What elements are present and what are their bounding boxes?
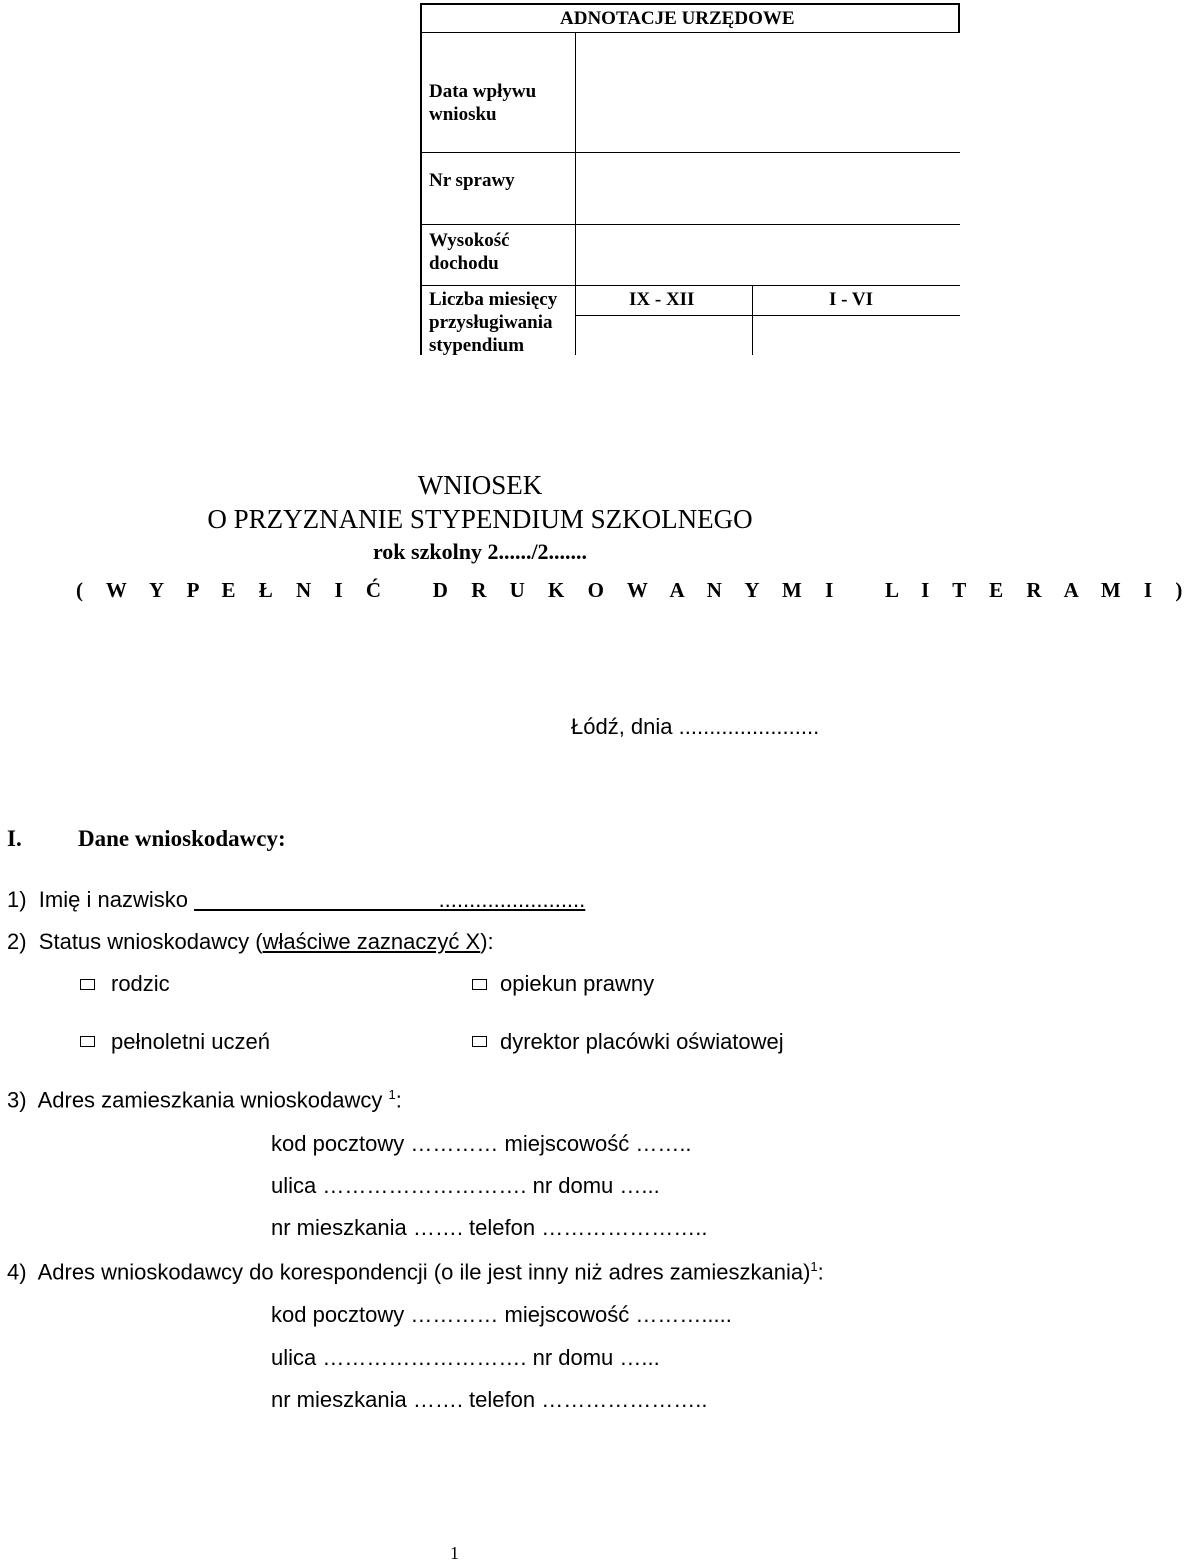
option-guardian-label: opiekun prawny xyxy=(500,971,655,996)
row-label-months: Liczba miesięcy przysługiwania stypendium xyxy=(429,289,558,356)
section-title: Dane wnioskodawcy: xyxy=(78,826,286,851)
correspondence-flat-phone-field[interactable]: nr mieszkania ……. telefon ………………….. xyxy=(271,1387,708,1412)
checkbox-school-director[interactable] xyxy=(472,1036,487,1047)
row-label-income: Wysokość dochodu xyxy=(429,230,510,274)
checkbox-adult-student[interactable] xyxy=(80,1036,95,1047)
option-school-director-label: dyrektor placówki oświatowej xyxy=(500,1029,784,1054)
name-field[interactable]: 1) Imię i nazwisko ........................ xyxy=(7,887,586,912)
address-flat-phone-field[interactable]: nr mieszkania ……. telefon ………………….. xyxy=(271,1215,708,1240)
income-cell[interactable] xyxy=(577,226,958,284)
row-label-case-number: Nr sprawy xyxy=(429,170,515,191)
correspondence-label: 4) Adres wnioskodawcy do korespondencji (o ile jest inny niż adres zamieszkania)$^1$: xyxy=(7,1259,824,1285)
form-subtitle: O PRZYZNANIE STYPENDIUM SZKOLNEGO xyxy=(207,504,753,534)
address-label: 3) Adres zamieszkania wnioskodawcy $^1$: xyxy=(7,1087,402,1113)
months-period-2: I - VI xyxy=(829,289,873,310)
option-parent-label: rodzic xyxy=(111,971,170,996)
months-period-1: IX - XII xyxy=(629,289,695,310)
address-street-house-field[interactable]: ulica ………………………. nr domu …... xyxy=(271,1173,660,1198)
page-number: 1 xyxy=(450,1543,459,1563)
checkbox-guardian[interactable] xyxy=(472,979,487,990)
school-year: rok szkolny 2....../2....... xyxy=(372,539,588,564)
form-title: WNIOSEK xyxy=(417,470,543,500)
case-number-cell[interactable] xyxy=(577,154,958,223)
correspondence-street-house-field[interactable]: ulica ………………………. nr domu …... xyxy=(271,1345,660,1370)
fill-instruction: ( W Y P E Ł N I Ć D R U K O W A N Y M I L I T E R A M I ) xyxy=(76,578,1191,602)
place-date: Łódź, dnia ....................... xyxy=(571,714,820,739)
section-number: I. xyxy=(7,826,22,851)
option-adult-student-label: pełnoletni uczeń xyxy=(111,1029,271,1054)
status-label: 2) Status wnioskodawcy (właściwe zaznaczyć X): xyxy=(7,929,494,954)
correspondence-postcode-city-field[interactable]: kod pocztowy ………… miejscowość ………..... xyxy=(271,1302,732,1327)
row-label-receipt-date: Data wpływu wniosku xyxy=(429,81,537,125)
receipt-date-cell[interactable] xyxy=(577,34,958,151)
table-header: ADNOTACJE URZĘDOWE xyxy=(560,8,795,29)
official-annotations-table xyxy=(420,3,960,355)
checkbox-parent[interactable] xyxy=(80,979,95,990)
address-postcode-city-field[interactable]: kod pocztowy ………… miejscowość …….. xyxy=(271,1131,692,1156)
